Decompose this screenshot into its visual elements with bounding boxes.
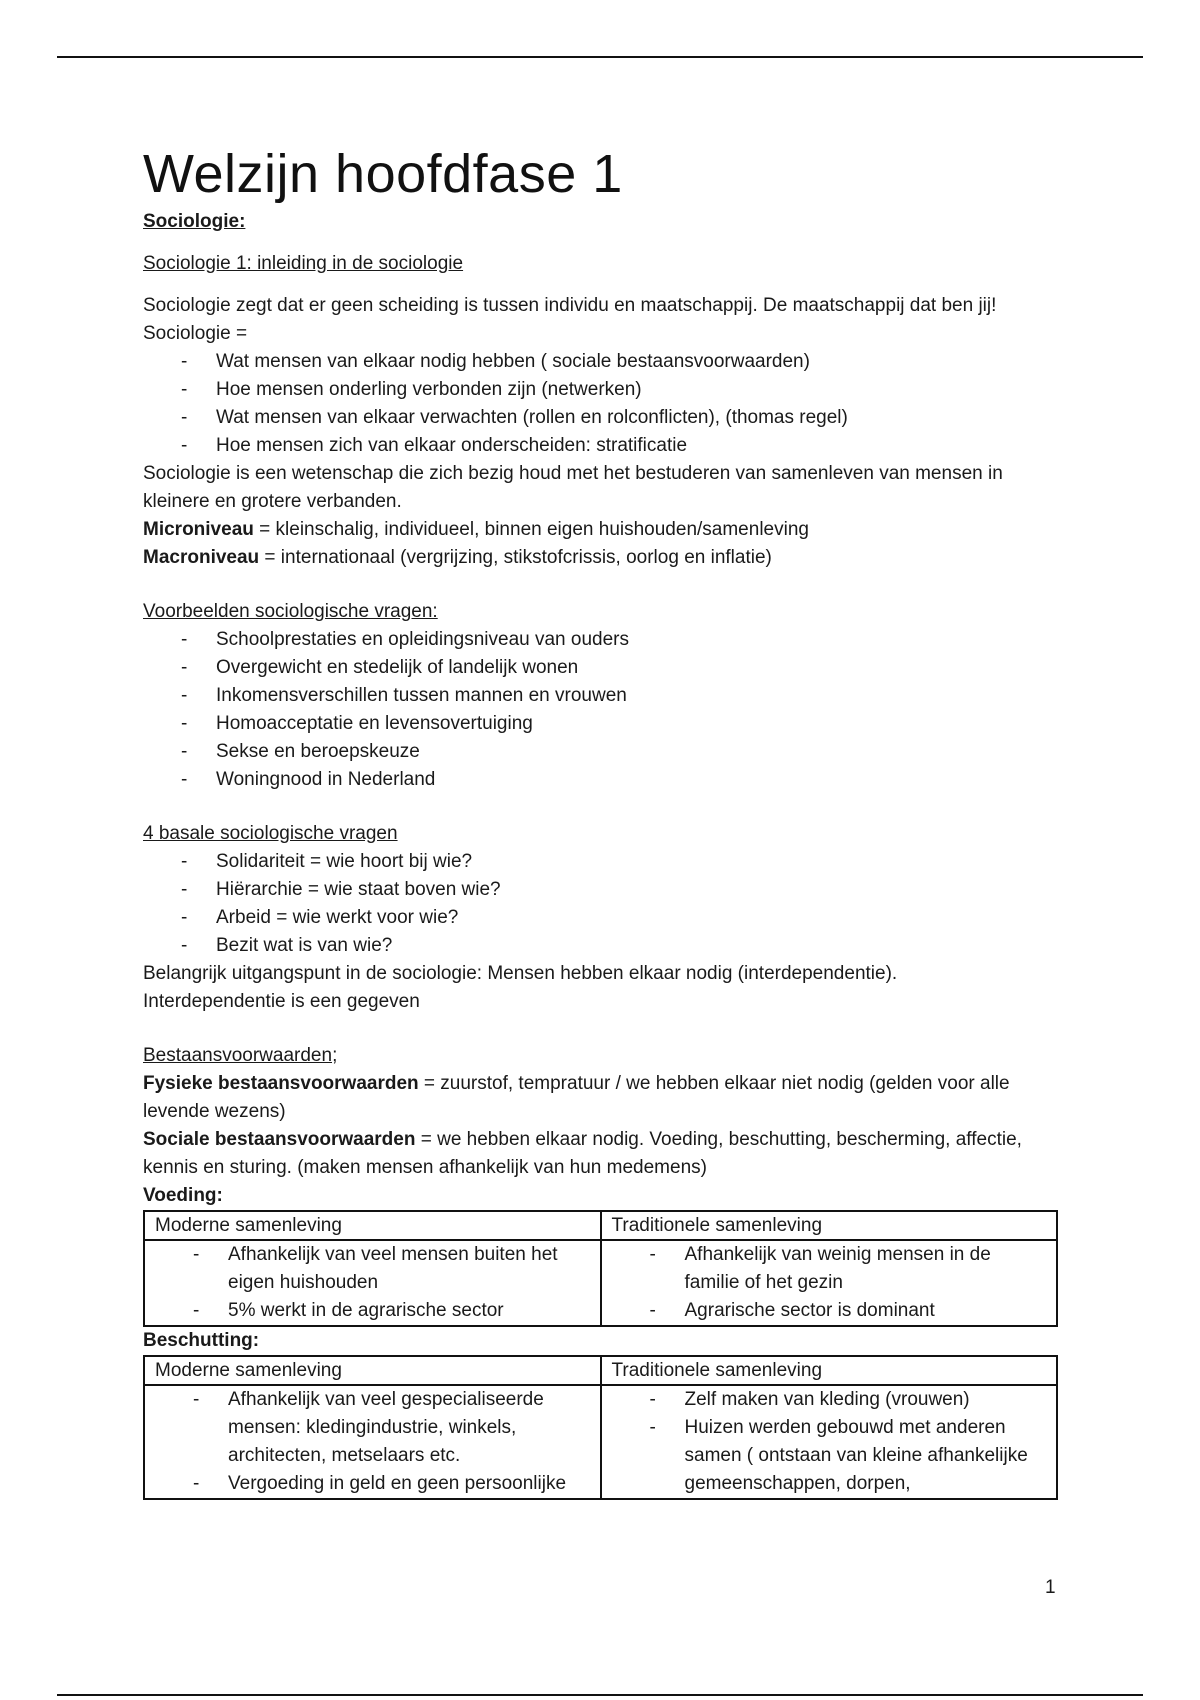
definition-label: Sociologie = [143, 323, 248, 344]
science-text: Sociologie is een wetenschap die zich bezig houd met het bestuderen van samenleven van mensen in kleinere en grotere verbanden. [143, 463, 1003, 512]
list-item: - Hoe mensen zich van elkaar onderscheiden: stratificatie [181, 432, 1058, 460]
table-cell [601, 1385, 1058, 1499]
macro-level [143, 544, 1058, 572]
document-title: Welzijn hoofdfase 1 [143, 144, 623, 204]
principle-text: Belangrijk uitgangspunt in de sociologie: Mensen hebben elkaar nodig (interdependentie). [143, 963, 898, 984]
header-rule [57, 56, 1143, 58]
micro-term: Microniveau [143, 519, 254, 540]
examples-heading: Voorbeelden sociologische vragen: [143, 601, 438, 622]
list-item: - Wat mensen van elkaar verwachten (rollen en rolconflicten), (thomas regel) [181, 404, 1058, 432]
social-term: Sociale bestaansvoorwaarden [143, 1129, 416, 1150]
list-item: - Woningnood in Nederland [181, 766, 1058, 794]
intro-text: Sociologie zegt dat er geen scheiding is tussen individu en maatschappij. De maatschappij dat ben jij! [143, 295, 997, 316]
voeding-label: Voeding: [143, 1185, 223, 1206]
table-cell [144, 1385, 601, 1499]
column-header: Traditionele samenleving [601, 1356, 1058, 1385]
list-item: - Zelf maken van kleding (vrouwen) [650, 1386, 1047, 1414]
table-cell [601, 1240, 1058, 1326]
micro-level [143, 516, 1058, 544]
voeding-table [143, 1210, 1058, 1327]
definition-list [143, 348, 1058, 460]
column-header: Traditionele samenleving [601, 1211, 1058, 1240]
basic-questions-list [143, 848, 1058, 960]
footer-rule [57, 1694, 1143, 1696]
list-item: - Bezit wat is van wie? [181, 932, 1058, 960]
beschutting-table [143, 1355, 1058, 1500]
examples-list [143, 626, 1058, 794]
physical-conditions [143, 1070, 1058, 1126]
list-item: - Afhankelijk van veel mensen buiten het eigen huishouden [193, 1241, 590, 1297]
list-item: - Homoacceptatie en levensovertuiging [181, 710, 1058, 738]
list-item: - Vergoeding in geld en geen persoonlijke [193, 1470, 590, 1498]
list-item: - Inkomensverschillen tussen mannen en vrouwen [181, 682, 1058, 710]
social-conditions [143, 1126, 1058, 1182]
list-item: - Arbeid = wie werkt voor wie? [181, 904, 1058, 932]
list-item: - Agrarische sector is dominant [650, 1297, 1047, 1325]
conditions-heading: Bestaansvoorwaarden; [143, 1045, 338, 1066]
column-header: Moderne samenleving [144, 1356, 601, 1385]
physical-text: = zuurstof, tempratuur / we hebben elkaar niet nodig (gelden voor alle levende wezens) [143, 1073, 1010, 1122]
table-cell [144, 1240, 601, 1326]
list-item: - Wat mensen van elkaar nodig hebben ( sociale bestaansvoorwaarden) [181, 348, 1058, 376]
list-item: - Hoe mensen onderling verbonden zijn (netwerken) [181, 376, 1058, 404]
macro-term: Macroniveau [143, 547, 260, 568]
list-item: - Sekse en beroepskeuze [181, 738, 1058, 766]
principle-text-2: Interdependentie is een gegeven [143, 991, 420, 1012]
micro-text: = kleinschalig, individueel, binnen eigen huishouden/samenleving [253, 519, 809, 540]
basic-questions-heading: 4 basale sociologische vragen [143, 823, 398, 844]
list-item: - Huizen werden gebouwd met anderen samen ( ontstaan van kleine afhankelijke gemeenschappen, dorpen, [650, 1414, 1047, 1498]
subheading-intro: Sociologie 1: inleiding in de sociologie [143, 253, 464, 274]
list-item: - Solidariteit = wie hoort bij wie? [181, 848, 1058, 876]
list-item: - Schoolprestaties en opleidingsniveau van ouders [181, 626, 1058, 654]
social-text: = we hebben elkaar nodig. Voeding, beschutting, bescherming, affectie, kennis en sturing. (maken mensen afhankelijk van hun medemens) [143, 1129, 1022, 1178]
list-item: - 5% werkt in de agrarische sector [193, 1297, 590, 1325]
section-heading: Sociologie: [143, 211, 246, 232]
beschutting-label: Beschutting: [143, 1330, 260, 1351]
list-item: - Hiërarchie = wie staat boven wie? [181, 876, 1058, 904]
column-header: Moderne samenleving [144, 1211, 601, 1240]
macro-text: = internationaal (vergrijzing, stikstofcrissis, oorlog en inflatie) [259, 547, 772, 568]
list-item: - Overgewicht en stedelijk of landelijk wonen [181, 654, 1058, 682]
document-page [143, 140, 1058, 1500]
physical-term: Fysieke bestaansvoorwaarden [143, 1073, 419, 1094]
list-item: - Afhankelijk van veel gespecialiseerde mensen: kledingindustrie, winkels, architecten, metselaars etc. [193, 1386, 590, 1470]
page-number: 1 [1045, 1577, 1056, 1598]
list-item: - Afhankelijk van weinig mensen in de familie of het gezin [650, 1241, 1047, 1297]
